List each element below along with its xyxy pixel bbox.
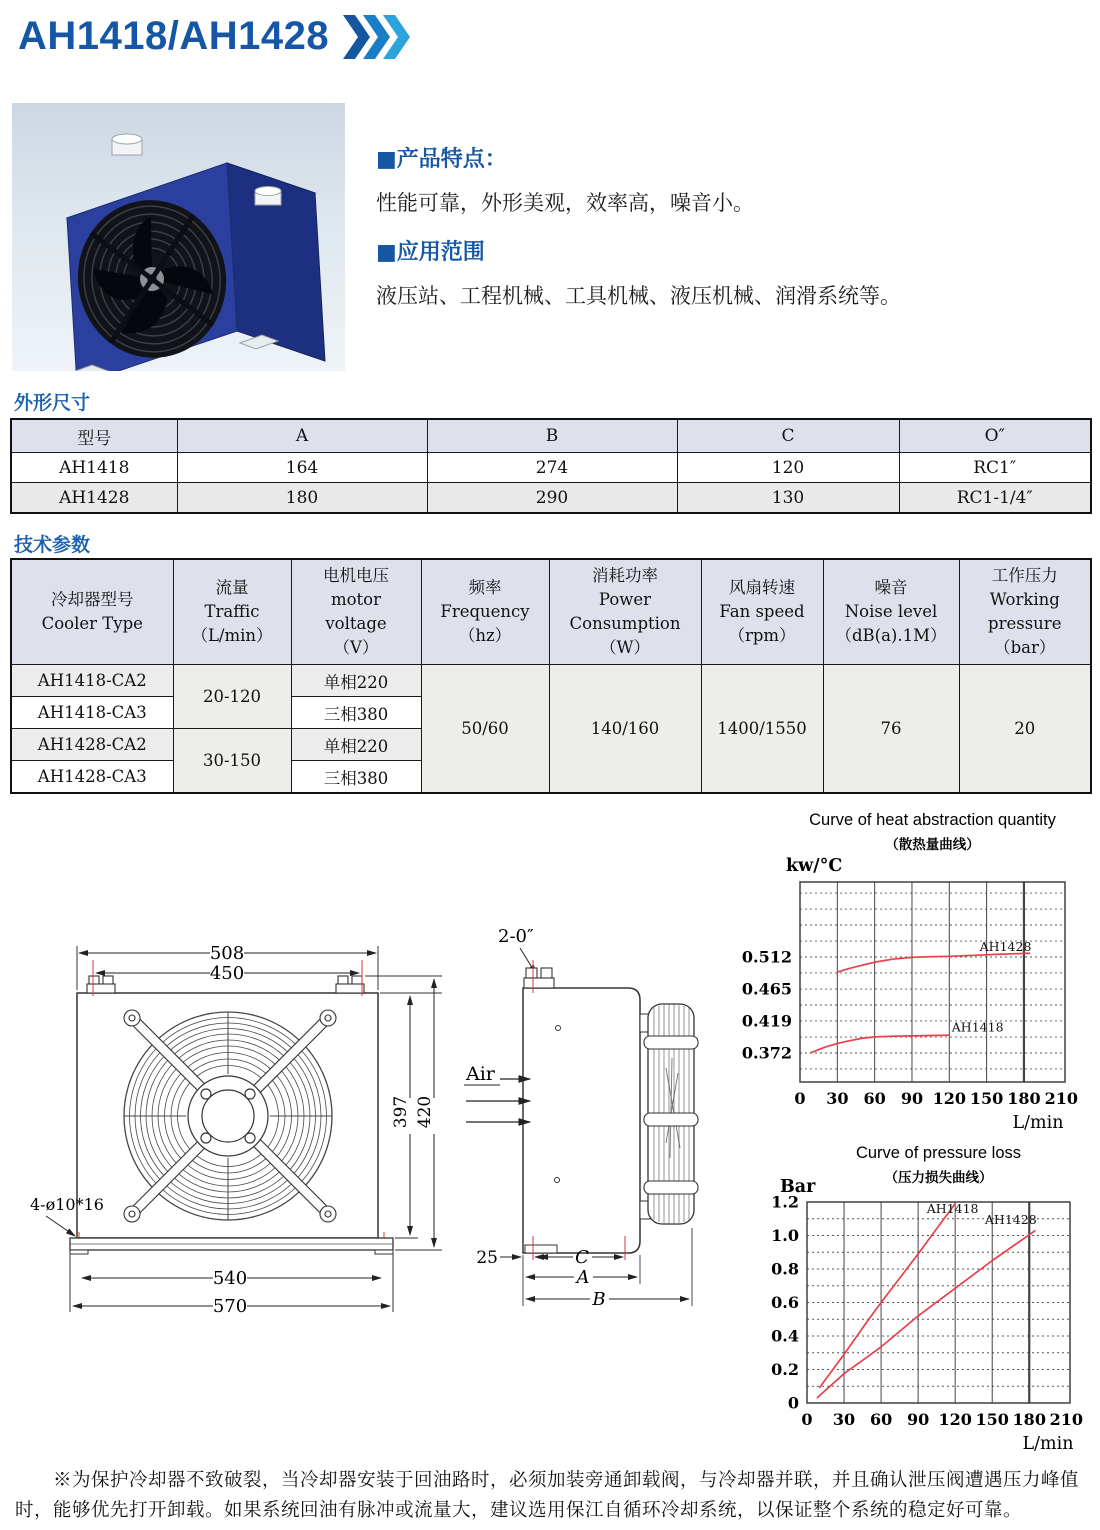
footer-text: 时，能够优先打开卸载。如果系统回油有脉冲或流量大，建议选用保江自循环冷却系统，以保证整个系统的稳定好可靠。 [15,1500,1023,1521]
svg-text:90: 90 [900,1089,924,1108]
svg-text:L/min: L/min [1022,1434,1074,1454]
dimension-table [10,418,1092,514]
svg-text:30: 30 [826,1089,849,1108]
cell-pressure: 20 [959,665,1091,794]
cell: 290 [427,483,677,514]
heat-curve-svg [740,803,1100,1138]
pressure-curve-chart [748,1138,1100,1477]
cell-fan-speed: 1400/1550 [701,665,823,794]
dim-540: 540 [212,1268,248,1289]
svg-text:（散热量曲线）: （散热量曲线） [885,837,980,853]
cell-voltage: 三相380 [291,761,421,794]
col-model: 型号 [11,419,177,453]
cell: RC1-1/4″ [899,483,1091,514]
svg-text:0: 0 [794,1089,806,1108]
svg-text:150: 150 [975,1410,1009,1429]
dim-port: 2-0″ [498,926,534,947]
col-pressure: 工作压力 Working pressure （bar） [959,559,1091,665]
param-section-label: 技术参数 [14,534,91,556]
features-heading: ■产品特点： [376,147,507,172]
dim-a: A [576,1267,590,1288]
params-table-header-row [11,559,1091,665]
col-power: 消耗功率 Power Consumption （W） [549,559,701,665]
svg-text:120: 120 [932,1089,966,1108]
cell-frequency: 50/60 [421,665,549,794]
cell: RC1″ [899,453,1091,483]
dim-25: 25 [476,1248,498,1268]
cell: 274 [427,453,677,483]
svg-text:0.372: 0.372 [741,1043,792,1063]
cell: AH1428 [11,483,177,514]
cell: 180 [177,483,427,514]
svg-text:AH1418: AH1418 [951,1019,1004,1035]
cell-voltage: 三相380 [291,697,421,729]
col-traffic: 流量 Traffic （L/min） [173,559,291,665]
cell-noise: 76 [823,665,959,794]
air-flow-label: Air [466,1063,495,1085]
footer-note-line2 [15,1496,1093,1522]
svg-text:L/min: L/min [1012,1113,1064,1133]
table-row [11,665,1091,697]
col-frequency: 频率 Frequency （hz） [421,559,549,665]
features-block [376,142,901,310]
svg-text:180: 180 [1007,1089,1041,1108]
svg-text:kw/°C: kw/°C [786,856,843,876]
cell-voltage: 单相220 [291,729,421,761]
dim-420: 420 [415,1095,435,1129]
dim-section-label: 外形尺寸 [14,392,91,414]
svg-text:1.2: 1.2 [771,1192,799,1212]
cell-model: AH1428-CA3 [11,761,173,794]
cell-model: AH1428-CA2 [11,729,173,761]
svg-text:0.419: 0.419 [741,1011,792,1031]
page-header [18,14,429,59]
svg-text:30: 30 [832,1410,856,1429]
svg-text:1.0: 1.0 [771,1226,799,1245]
svg-text:0.512: 0.512 [741,947,792,967]
col-a: A [177,419,427,453]
svg-text:150: 150 [969,1089,1004,1108]
footer-note-line1 [15,1466,1093,1492]
table-row [11,453,1091,483]
svg-text:0.2: 0.2 [771,1360,799,1379]
dim-holes: 4-ø10*16 [30,1195,104,1214]
svg-text:180: 180 [1012,1410,1046,1429]
front-view-drawing [30,898,470,1343]
svg-text:0.8: 0.8 [771,1259,799,1279]
features-text: 性能可靠，外形美观，效率高，噪音小。 [376,191,754,215]
svg-text:0.4: 0.4 [771,1326,799,1346]
svg-text:Bar: Bar [780,1177,816,1197]
cell-model: AH1418-CA2 [11,665,173,697]
svg-text:0.465: 0.465 [741,979,792,999]
cell: 130 [677,483,899,514]
svg-text:Curve of pressure loss: Curve of pressure loss [855,1144,1022,1162]
product-image [12,103,345,371]
side-view-drawing [440,898,770,1343]
svg-text:AH1428: AH1428 [979,939,1032,955]
applications-text: 液压站、工程机械、工具机械、液压机械、润滑系统等。 [376,284,901,308]
svg-text:AH1428: AH1428 [984,1211,1037,1227]
pressure-curve-svg [748,1138,1100,1473]
dim-570: 570 [212,1296,248,1317]
svg-text:0: 0 [787,1393,799,1413]
svg-text:0.6: 0.6 [771,1293,799,1312]
col-o: O″ [899,419,1091,453]
svg-text:120: 120 [938,1410,972,1429]
params-table [10,558,1092,794]
page-title: AH1418/AH1428 [18,14,330,58]
cell-power: 140/160 [549,665,701,794]
heat-curve-chart [740,803,1100,1142]
svg-text:60: 60 [863,1089,886,1108]
dim-450: 450 [209,963,245,984]
footer-text: ※为保护冷却器不致破裂，当冷却器安装于回油路时，必须加装旁通卸载阀，与冷却器并联，并且确认泄压阀遭遇压力峰值 [53,1470,1080,1491]
col-voltage: 电机电压 motor voltage （V） [291,559,421,665]
title-chevrons-icon [343,15,429,59]
col-c: C [677,419,899,453]
cell-traffic: 20-120 [173,665,291,729]
dim-b: B [592,1289,606,1310]
cell-traffic: 30-150 [173,729,291,794]
dim-c: C [575,1247,589,1268]
svg-text:0: 0 [801,1410,813,1429]
cell: 164 [177,453,427,483]
dim-397: 397 [391,1095,411,1129]
table-row [11,483,1091,514]
svg-text:AH1418: AH1418 [926,1200,979,1216]
svg-text:210: 210 [1044,1089,1078,1108]
col-fan-speed: 风扇转速 Fan speed （rpm） [701,559,823,665]
col-cooler-type: 冷却器型号 Cooler Type [11,559,173,665]
cooler-photo-illustration [12,103,345,371]
cell: 120 [677,453,899,483]
cell-model: AH1418-CA3 [11,697,173,729]
cell: AH1418 [11,453,177,483]
svg-text:Curve of heat abstraction quan: Curve of heat abstraction quantity [809,811,1056,829]
svg-text:（压力损失曲线）: （压力损失曲线） [884,1170,993,1186]
dimension-table-header-row [11,419,1091,453]
svg-text:210: 210 [1049,1410,1083,1429]
applications-heading: ■应用范围 [376,240,485,265]
col-noise: 噪音 Noise level （dB(a).1M） [823,559,959,665]
svg-text:60: 60 [869,1410,893,1429]
cell-voltage: 单相220 [291,665,421,697]
dim-508: 508 [209,943,245,964]
svg-text:90: 90 [906,1410,930,1429]
col-b: B [427,419,677,453]
